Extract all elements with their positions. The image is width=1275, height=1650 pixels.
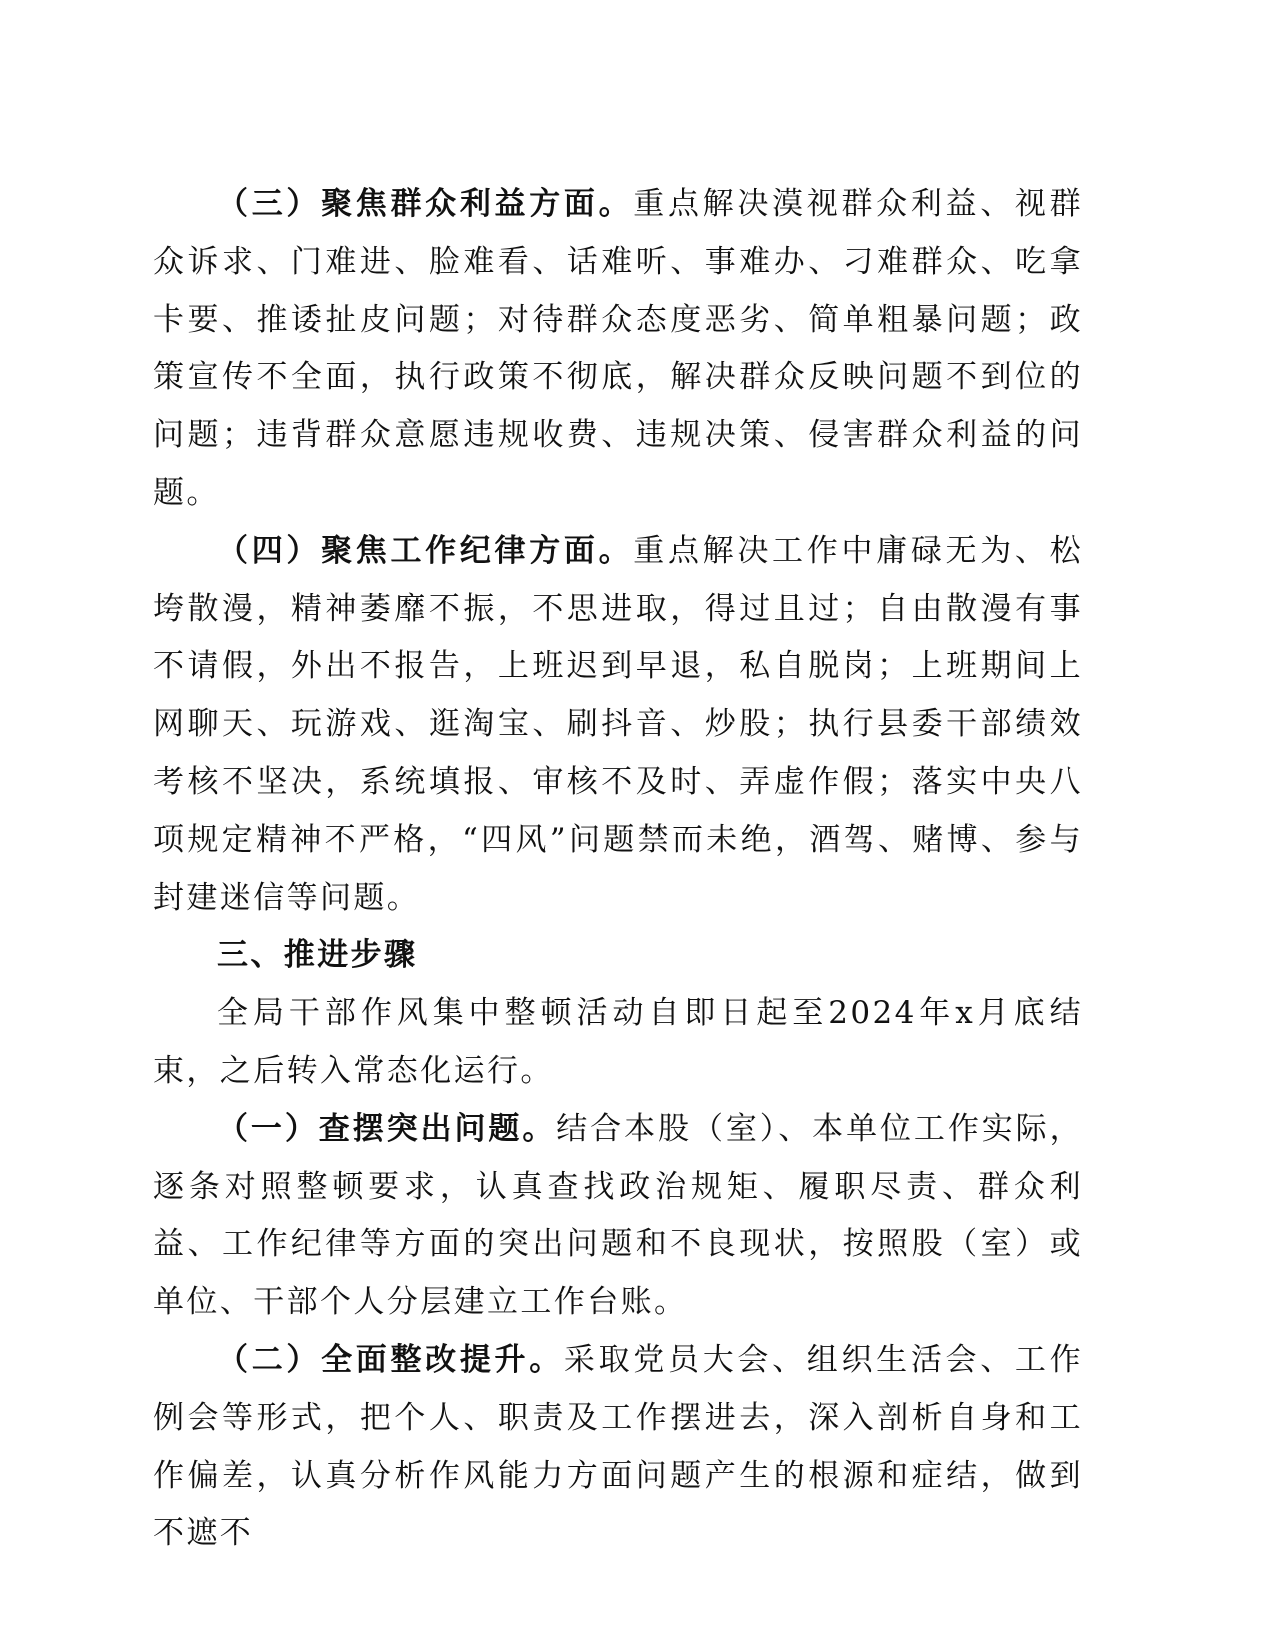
paragraph-text-work-discipline: 重点解决工作中庸碌无为、松垮散漫，精神萎靡不振，不思进取，得过且过；自由散漫有事不请假，外出不报告，上班迟到早退，私自脱岗；上班期间上网聊天、玩游戏、逛淘宝、刷抖音、炒股；执行县委干部绩效考核不坚决，系统填报、审核不及时、弄虚作假；落实中央八项规定精神不严格，“四风”问题禁而未绝，酒驾、赌博、参与封建迷信等问题。: [153, 532, 1083, 916]
paragraph-work-discipline: [153, 523, 1083, 928]
paragraph-text-mass-interests: 重点解决漠视群众利益、视群众诉求、门难进、脸难看、话难听、事难办、刁难群众、吃拿卡要、推诿扯皮问题；对待群众态度恶劣、简单粗暴问题；政策宣传不全面，执行政策不彻底，解决群众反映问题不到位的问题；违背群众意愿违规收费、违规决策、侵害群众利益的问题。: [153, 186, 1083, 511]
paragraph-text-rectification: 采取党员大会、组织生活会、工作例会等形式，把个人、职责及工作摆进去，深入剖析自身和工作偏差，认真分析作风能力方面问题产生的根源和症结，做到不遮不: [153, 1341, 1084, 1552]
paragraph-mass-interests: [153, 176, 1083, 523]
paragraph-rectification: [153, 1332, 1083, 1563]
document-body: [153, 176, 1083, 1563]
paragraph-find-problems: [153, 1101, 1083, 1332]
paragraph-text-find-problems: 结合本股（室）、本单位工作实际，逐条对照整顿要求，认真查找政治规矩、履职尽责、群众利益、工作纪律等方面的突出问题和不良现状，按照股（室）或单位、干部个人分层建立工作台账。: [153, 1110, 1084, 1321]
paragraph-text-timeline: 全局干部作风集中整顿活动自即日起至2024年x月底结束，之后转入常态化运行。: [153, 995, 1083, 1089]
paragraph-timeline: [153, 985, 1083, 1101]
paragraph-lead-rectification: （二）全面整改提升。: [217, 1341, 564, 1378]
paragraph-lead-mass-interests: （三）聚焦群众利益方面。: [217, 186, 634, 222]
section-heading-steps: 三、推进步骤: [217, 937, 418, 974]
paragraph-lead-work-discipline: （四）聚焦工作纪律方面。: [217, 532, 634, 569]
paragraph-lead-find-problems: （一）查摆突出问题。: [217, 1110, 557, 1147]
